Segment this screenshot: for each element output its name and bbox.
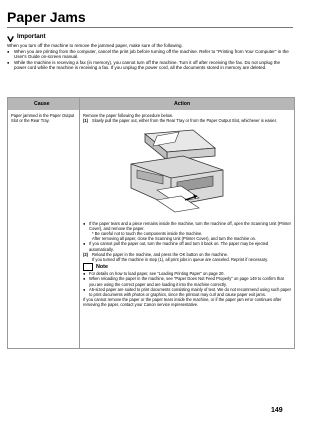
title-rule [7, 27, 293, 28]
important-bullet: ● While the machine is receiving a fax (in memory), you cannot turn off the machine. Turn it off after receiving the fax. Do not unplug the power cord while the machine is receiving a fax. If you unplug the power cord, all the documents stored in memory are deleted. [7, 59, 280, 71]
important-intro: When you turn off the machine to remove the jammed paper, make sure of the following. [7, 43, 183, 48]
action-cell [83, 113, 291, 308]
note-bullet: ● For details on how to load paper, see "Loading Printing Paper" on page 20. [83, 271, 225, 277]
note-bullet: ● When reloading the paper in the machine, see "Paper Does Not Feed Properly" on page 149 to confirm that you are using the correct paper and are loading it into the machine correctly. [83, 276, 284, 287]
important-label: Important [17, 33, 46, 40]
cause-action-table [7, 97, 295, 349]
important-bullet: ● When you are printing from the computer, cancel the print job before turning off the machine. Refer to "Printing from Your Computer" in the User's Guide on-screen manual. [7, 48, 289, 60]
note-header [83, 263, 291, 271]
closing-text: If you cannot remove the paper or the paper tears inside the machine, or if the paper jam error continues after removing the paper, contact your Canon service representative. [83, 297, 282, 308]
page-number: 149 [271, 407, 283, 414]
page-title: Paper Jams [7, 9, 86, 25]
header-action: Action [174, 101, 191, 107]
action-intro: Remove the paper following the procedure below. [83, 113, 173, 118]
printer-illustration [123, 126, 233, 216]
step-1: (1) Slowly pull the paper out, either from the Rear Tray or from the Paper Output Slot, whichever is easier. [83, 118, 277, 124]
after-removing-note: After removing all paper, close the Scanning Unit (Printer Cover), and turn the machine on. [92, 236, 257, 242]
note-label: Note [96, 263, 108, 270]
note-bullet: ● A5-sized paper are suited to print documents consisting mainly of text. We do not recommend using such paper to print documents with photos or graphics, since the printout may curl and cause paper exit jams. [83, 286, 291, 298]
action-bullet: ● If you cannot pull the paper out, turn the machine off and turn it back on. The paper may be ejected automatically. [83, 241, 269, 252]
important-icon [7, 35, 14, 42]
step-2-continuation: If you turned off the machine in step (1), all print jobs in queue are canceled. Reprint if necessary. [92, 257, 268, 263]
cause-text: Paper jammed in the Paper Output Slot or the Rear Tray. [11, 113, 75, 124]
column-divider [79, 98, 80, 348]
important-text [7, 43, 291, 71]
table-header [8, 98, 294, 110]
note-icon [83, 263, 93, 271]
step-2: (2) Reload the paper in the machine, and press the OK button on the machine. [83, 251, 229, 257]
header-cause: Cause [34, 101, 50, 107]
careful-note: * Be careful not to touch the components inside the machine. [92, 231, 203, 237]
action-bullet: ● If the paper tears and a piece remains inside the machine, turn the machine off, open the Scanning Unit (Printer Cover), and remove the paper. [83, 220, 292, 231]
